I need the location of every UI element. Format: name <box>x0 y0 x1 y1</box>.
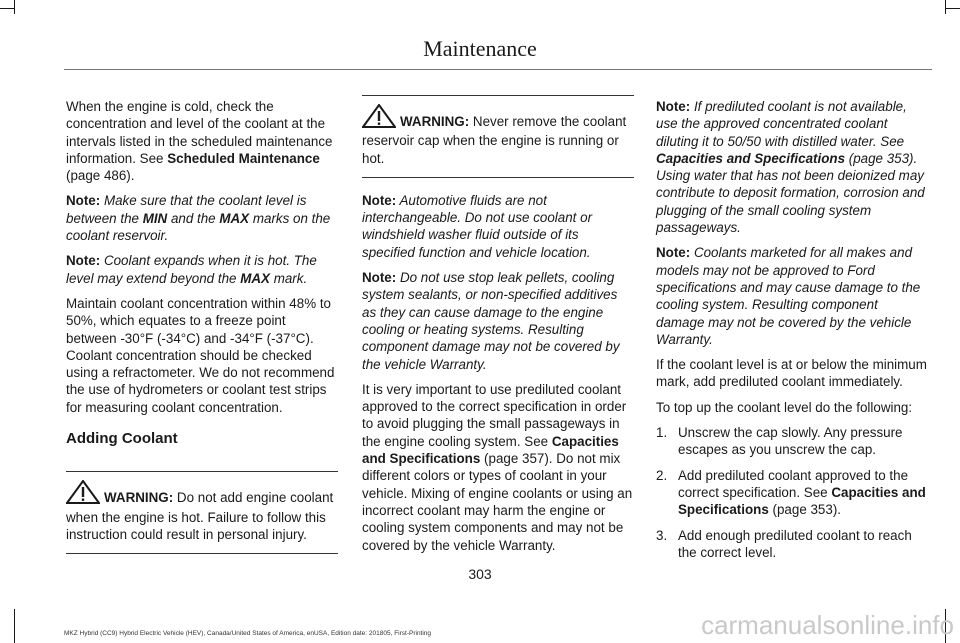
crop-mark <box>946 8 960 9</box>
crop-mark <box>945 0 946 14</box>
column-1 <box>66 98 338 554</box>
page-header: Maintenance <box>423 36 537 61</box>
note: Note: Make sure that the coolant level is between the MIN and the MAX marks on the coolant reservoir. <box>66 193 331 244</box>
xref-link[interactable]: Capacities and Specifications <box>362 433 619 467</box>
paragraph: When the engine is cold, check the concentration and level of the coolant at the intervals listed in the scheduled maintenance information. See Scheduled Maintenance (page 486). <box>66 99 333 184</box>
footer-text: MKZ Hybrid (CC9) Hybrid Electric Vehicle (HEV), Canada/United States of America, enUSA, Edition date: 201805, First-Printing <box>64 630 432 637</box>
note: Note: Do not use stop leak pellets, cooling system sealants, or non-specified additives as they can cause damage to the engine cooling or heating systems. Resulting component damage may not be covered by the vehicle Warranty. <box>362 270 620 372</box>
paragraph: If the coolant level is at or below the minimum mark, add prediluted coolant immediately. <box>656 357 927 390</box>
note: Note: Coolants marketed for all makes and models may not be approved to Ford specifications and may cause damage to the cooling system. Resulting component damage may not be covered by the vehicle Warranty. <box>656 245 921 347</box>
watermark: carmanualsonline.info <box>701 610 954 640</box>
column-3 <box>656 98 928 569</box>
warning-triangle-icon <box>66 480 100 508</box>
column-2 <box>362 98 634 562</box>
list-item: 1. Unscrew the cap slowly. Any pressure escapes as you unscrew the cap. <box>656 425 903 458</box>
steps-list <box>656 424 928 561</box>
list-item: 3. Add enough prediluted coolant to reach the correct level. <box>656 527 912 560</box>
list-item: 2. Add prediluted coolant approved to the correct specification. See Capacities and Specifications (page 353). <box>656 467 926 518</box>
xref-link[interactable]: Capacities and Specifications <box>678 484 926 518</box>
paragraph: It is very important to use prediluted coolant approved to the correct specification in order to avoid plugging the small passageways in the engine cooling system. See Capacities and Specifications (page 357). Do not mix different colors or types of coolant in your vehicle. Mixing of engine coolants or using an incorrect coolant may harm the engine or cooling system components and may not be covered by the vehicle Warranty. <box>362 381 633 553</box>
note: Note: Coolant expands when it is hot. The level may extend beyond the MAX mark. <box>66 253 317 286</box>
warning-box: WARNING: Never remove the coolant reservoir cap when the engine is running or hot. <box>362 95 634 178</box>
crop-mark <box>14 0 15 14</box>
section-heading: Adding Coolant <box>66 430 178 448</box>
warning-triangle-icon <box>362 104 396 132</box>
header-rule <box>64 69 932 70</box>
crop-mark <box>0 8 14 9</box>
note: Note: Automotive fluids are not interchangeable. Do not use coolant or windshield washer fluid outside of its specified function and vehicle location. <box>362 192 593 260</box>
page-number: 303 <box>468 566 492 582</box>
xref-link[interactable]: Scheduled Maintenance <box>167 150 320 166</box>
warning-box: WARNING: Do not add engine coolant when the engine is hot. Failure to follow this instruction could result in personal injury. <box>66 471 338 554</box>
paragraph: To top up the coolant level do the following: <box>656 399 913 415</box>
crop-mark <box>14 609 15 643</box>
note: Note: If prediluted coolant is not available, use the approved concentrated coolant diluting it to 50/50 with distilled water. See Capacities and Specifications (page 353). Using water that has not been deionized may contribute to deposit formation, corrosion and plugging of the small cooling system passageways. <box>656 99 925 236</box>
paragraph: Maintain coolant concentration within 48% to 50%, which equates to a freeze point between -30°F (-34°C) and -34°F (-37°C). Coolant concentration should be checked using a refractometer. We do not recommend the use of hydrometers or coolant test strips for measuring coolant concentration. <box>66 295 335 415</box>
xref-link[interactable]: Capacities and Specifications <box>656 150 846 166</box>
